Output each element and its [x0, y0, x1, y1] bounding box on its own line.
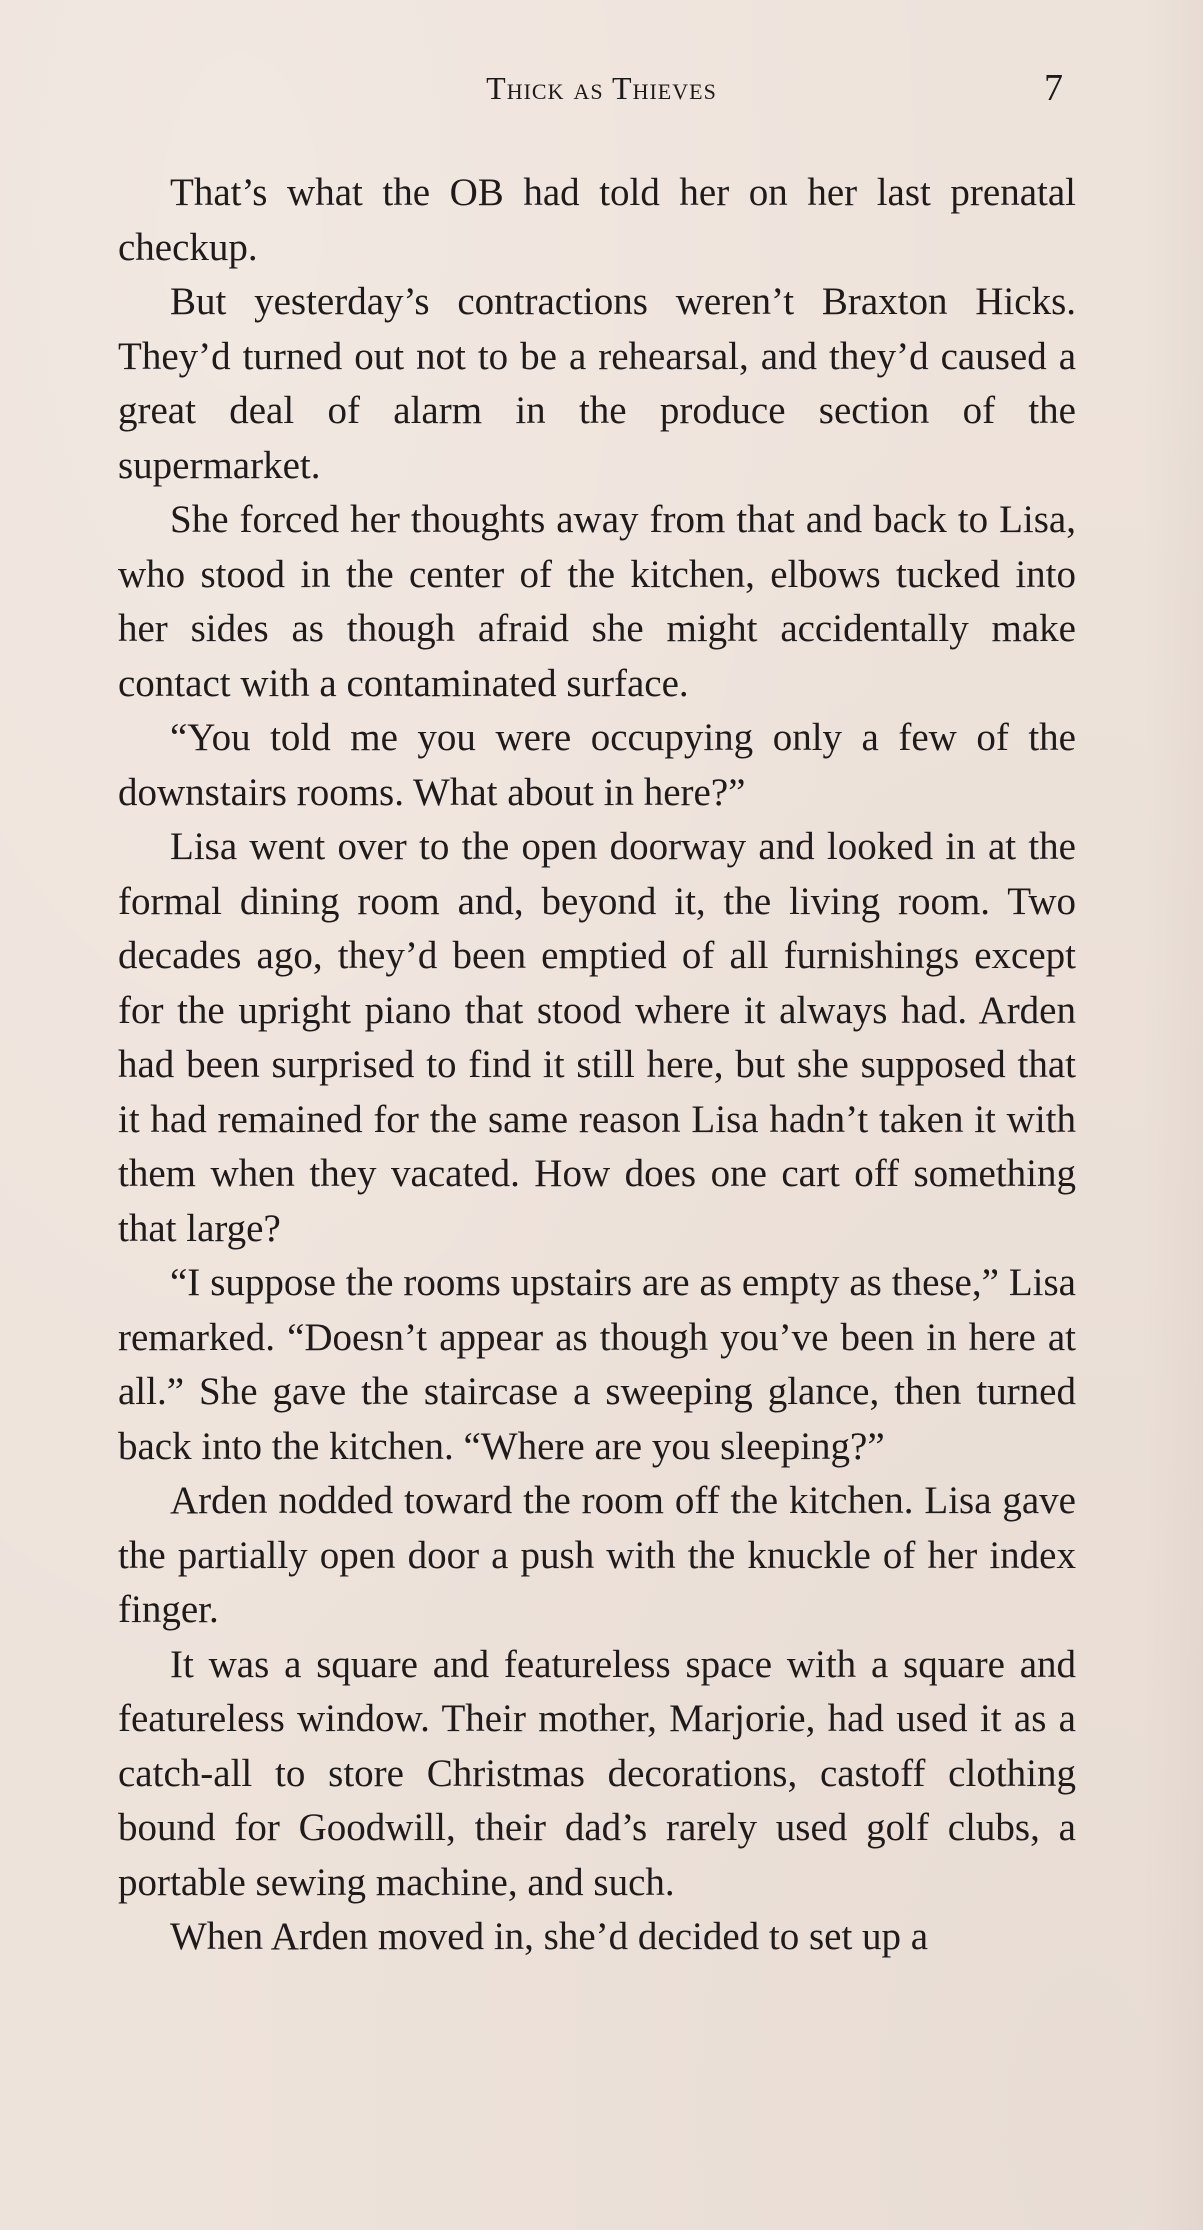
paragraph: But yesterday’s contractions weren’t Braxton Hicks. They’d turned out not to be a rehearsal, and they’d caused a great deal of alarm in the produce section of the supermarket. — [118, 280, 1076, 487]
page-edge-shadow — [1143, 0, 1203, 2230]
paragraph: Lisa went over to the open doorway and looked in at the formal dining room and, beyond it, the living room. Two decades ago, they’d been emptied of all furnishings except for the upright piano that stood where it always had. Arden had been surprised to find it still here, but she supposed that it had remained for the same reason Lisa hadn’t taken it with them when they vacated. How does one cart off something that large? — [118, 825, 1076, 1250]
paragraph: It was a square and featureless space with a square and featureless window. Their mother, Marjorie, had used it as a catch-all to store Christmas decorations, castoff clothing bound for Goodwill, their dad’s rarely used golf clubs, a portable sewing machine, and such. — [118, 1642, 1076, 1904]
paragraph: Arden nodded toward the room off the kitchen. Lisa gave the partially open door a push with the knuckle of her index finger. — [118, 1479, 1076, 1631]
running-title: Thick as Thieves — [486, 70, 717, 106]
paragraph: When Arden moved in, she’d decided to set up a — [170, 1915, 929, 1958]
paragraph: She forced her thoughts away from that and back to Lisa, who stood in the center of the kitchen, elbows tucked into her sides as though afraid she might accidentally make contact with a contaminated surface. — [118, 498, 1076, 705]
paragraph: “I suppose the rooms upstairs are as empty as these,” Lisa remarked. “Doesn’t appear as though you’ve been in here at all.” She gave the staircase a sweeping glance, then turned back into the kitchen. “Where are you sleeping?” — [118, 1261, 1076, 1468]
body-text — [118, 166, 1076, 1965]
running-head — [0, 66, 1203, 116]
page-number: 7 — [1044, 67, 1063, 109]
paragraph: That’s what the OB had told her on her last prenatal checkup. — [118, 171, 1076, 269]
paragraph: “You told me you were occupying only a few of the downstairs rooms. What about in here?” — [118, 716, 1076, 814]
